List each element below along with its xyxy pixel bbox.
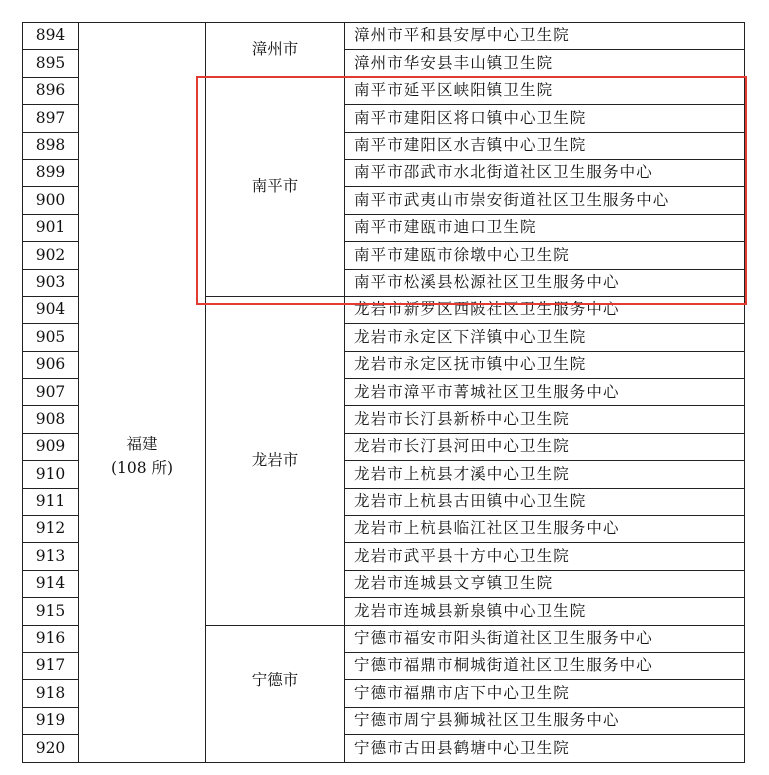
row-number: 907: [23, 379, 79, 406]
row-number: 915: [23, 598, 79, 625]
institution-name: 龙岩市上杭县古田镇中心卫生院: [345, 488, 745, 515]
health-centers-table: [22, 22, 745, 763]
institution-name: 龙岩市连城县文亨镇卫生院: [345, 570, 745, 597]
institution-name: 南平市建阳区将口镇中心卫生院: [345, 105, 745, 132]
institution-name: 龙岩市连城县新泉镇中心卫生院: [345, 598, 745, 625]
row-number: 902: [23, 242, 79, 269]
city-cell-longyan: 龙岩市: [206, 296, 345, 625]
institution-name: 龙岩市漳平市菁城社区卫生服务中心: [345, 379, 745, 406]
row-number: 905: [23, 324, 79, 351]
row-number: 898: [23, 132, 79, 159]
institution-name: 南平市邵武市水北街道社区卫生服务中心: [345, 159, 745, 186]
health-centers-table-container: [22, 22, 745, 763]
row-number: 912: [23, 516, 79, 543]
row-number: 918: [23, 680, 79, 707]
table-row: [23, 23, 745, 50]
row-number: 894: [23, 23, 79, 50]
row-number: 919: [23, 707, 79, 734]
institution-name: 龙岩市武平县十方中心卫生院: [345, 543, 745, 570]
row-number: 908: [23, 406, 79, 433]
row-number: 920: [23, 735, 79, 762]
row-number: 895: [23, 50, 79, 77]
province-cell: [79, 23, 206, 763]
row-number: 917: [23, 652, 79, 679]
city-cell-ningde: 宁德市: [206, 625, 345, 762]
institution-name: 龙岩市永定区下洋镇中心卫生院: [345, 324, 745, 351]
row-number: 903: [23, 269, 79, 296]
institution-name: 南平市武夷山市崇安街道社区卫生服务中心: [345, 187, 745, 214]
institution-name: 宁德市福鼎市桐城街道社区卫生服务中心: [345, 652, 745, 679]
institution-name: 宁德市福鼎市店下中心卫生院: [345, 680, 745, 707]
row-number: 899: [23, 159, 79, 186]
institution-name: 龙岩市长汀县新桥中心卫生院: [345, 406, 745, 433]
row-number: 916: [23, 625, 79, 652]
institution-name: 宁德市福安市阳头街道社区卫生服务中心: [345, 625, 745, 652]
institution-name: 南平市延平区峡阳镇卫生院: [345, 77, 745, 104]
row-number: 906: [23, 351, 79, 378]
institution-name: 南平市建阳区水吉镇中心卫生院: [345, 132, 745, 159]
city-cell-zhangzhou: 漳州市: [206, 23, 345, 78]
city-cell-nanping: 南平市: [206, 77, 345, 296]
institution-name: 南平市建瓯市徐墩中心卫生院: [345, 242, 745, 269]
row-number: 913: [23, 543, 79, 570]
institution-name: 南平市松溪县松源社区卫生服务中心: [345, 269, 745, 296]
institution-name: 漳州市华安县丰山镇卫生院: [345, 50, 745, 77]
row-number: 914: [23, 570, 79, 597]
row-number: 897: [23, 105, 79, 132]
institution-name: 龙岩市永定区抚市镇中心卫生院: [345, 351, 745, 378]
row-number: 896: [23, 77, 79, 104]
row-number: 901: [23, 214, 79, 241]
row-number: 911: [23, 488, 79, 515]
institution-name: 宁德市古田县鹤塘中心卫生院: [345, 735, 745, 762]
institution-name: 宁德市周宁县狮城社区卫生服务中心: [345, 707, 745, 734]
province-name: 福建: [126, 435, 158, 454]
institution-name: 龙岩市上杭县临江社区卫生服务中心: [345, 516, 745, 543]
institution-name: 龙岩市长汀县河田中心卫生院: [345, 433, 745, 460]
row-number: 900: [23, 187, 79, 214]
row-number: 910: [23, 461, 79, 488]
row-number: 904: [23, 296, 79, 323]
institution-name: 龙岩市上杭县才溪中心卫生院: [345, 461, 745, 488]
institution-name: 漳州市平和县安厚中心卫生院: [345, 23, 745, 50]
row-number: 909: [23, 433, 79, 460]
institution-name: 南平市建瓯市迪口卫生院: [345, 214, 745, 241]
province-count: (108 所): [110, 459, 174, 478]
institution-name: 龙岩市新罗区西陂社区卫生服务中心: [345, 296, 745, 323]
